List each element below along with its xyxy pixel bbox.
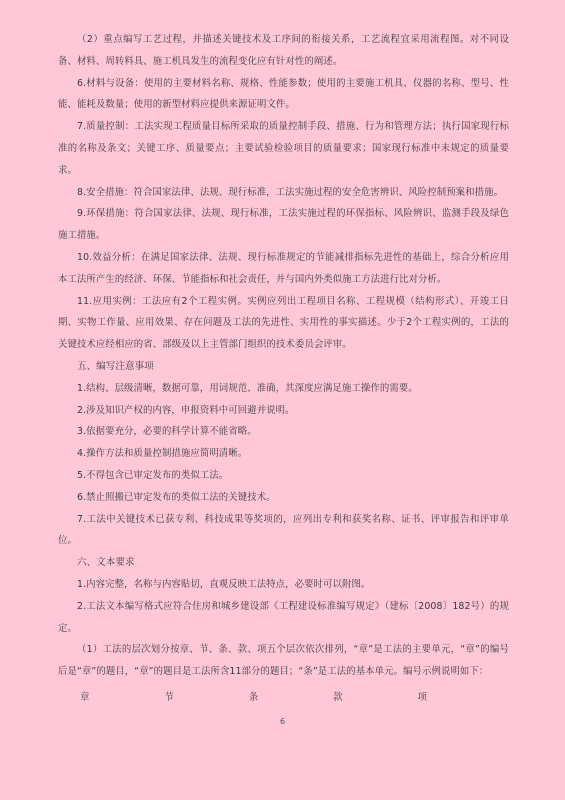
text-requirement-item: （1）工法的层次划分按章、节、条、款、项五个层次依次排列，“章”是工法的主要单元，“章”的编号后是“章”的题目，“章”的题目是工法所含11部分的题目；“条”是工法的基本单元。编号示例说明如下： [58, 644, 509, 678]
note-item: 6.禁止照搬已审定发布的类似工法的关键技术。 [77, 491, 276, 503]
paragraph-process: （2）重点编写工艺过程，并描述关键技术及工序间的衔接关系，工艺流程宜采用流程图。对不同设备、材料、周转料具、施工机具发生的流程变化应有针对性的阐述。 [58, 34, 509, 67]
level-chapter-label: 章 [80, 691, 90, 703]
paragraph-materials: 6.材料与设备：使用的主要材料名称、规格、性能参数；使用的主要施工机具、仪器的名称、型号、性能、能耗及数量；使用的新型材料应提供来源证明文件。 [58, 77, 509, 111]
text-requirement-item: 2.工法文本编写格式应符合住房和城乡建设部《工程建设标准编写规定》（建标〔2008〕182号）的规定。 [58, 600, 509, 634]
level-clause-label: 条 [248, 691, 259, 703]
note-item: 3.依据要充分，必要的科学计算不能省略。 [77, 426, 257, 438]
text-requirement-item: 1.内容完整，名称与内容贴切，直观反映工法特点，必要时可以附图。 [77, 578, 371, 590]
level-section-label: 节 [164, 691, 174, 703]
note-item: 5.不得包含已审定发布的类似工法。 [77, 469, 229, 481]
level-subclause-label: 款 [333, 691, 343, 703]
section-heading-text: 六、文本要求 [77, 557, 135, 569]
page-number: 6 [279, 717, 286, 726]
note-item: 7.工法中关键技术已获专利、科技成果等奖项的，应列出专利和获奖名称、证书、评审报告和评审单位。 [58, 513, 509, 547]
note-item: 4.操作方法和质量控制措施应简明清晰。 [77, 448, 248, 460]
note-item: 2.涉及知识产权的内容，申报资料中可回避并说明。 [77, 404, 295, 416]
paragraph-examples: 11.应用实例：工法应有2个工程实例。实例应列出工程项目名称、工程规模（结构形式）、开竣工日期、实物工作量、应用效果、存在问题及工法的先进性、实用性的事实描述。少于2个工程实例的，工法的关键技术应经相应的省、部级及以上主管部门组织的技术委员会评审。 [58, 295, 509, 351]
numbering-levels-row [58, 687, 509, 708]
note-item: 1.结构、层级清晰，数据可靠，用词规范、准确，其深度应满足施工操作的需要。 [77, 382, 418, 394]
level-item-label: 项 [417, 691, 427, 703]
paragraph-safety: 8.安全措施：符合国家法律、法规、现行标准，工法实施过程的安全危害辨识、风险控制预案和措施。 [77, 186, 504, 198]
section-heading-notes: 五、编写注意事项 [77, 360, 154, 372]
paragraph-benefit: 10.效益分析：在满足国家法律、法规、现行标准规定的节能减排指标先进性的基础上，综合分析应用本工法所产生的经济、环保、节能指标和社会责任，并与国内外类似施工方法进行比对分析。 [58, 251, 509, 285]
paragraph-environment: 9.环保措施：符合国家法律、法规、现行标准，工法实施过程的环保指标、风险辨识、监测手段及绿色施工措施。 [58, 208, 509, 242]
paragraph-quality: 7.质量控制：工法实现工程质量目标所采取的质量控制手段、措施、行为和管理方法；执行国家现行标准的名称及条文；关键工序、质量要点；主要试验检验项目的质量要求；国家现行标准中未规定的质量要求。 [58, 121, 509, 176]
